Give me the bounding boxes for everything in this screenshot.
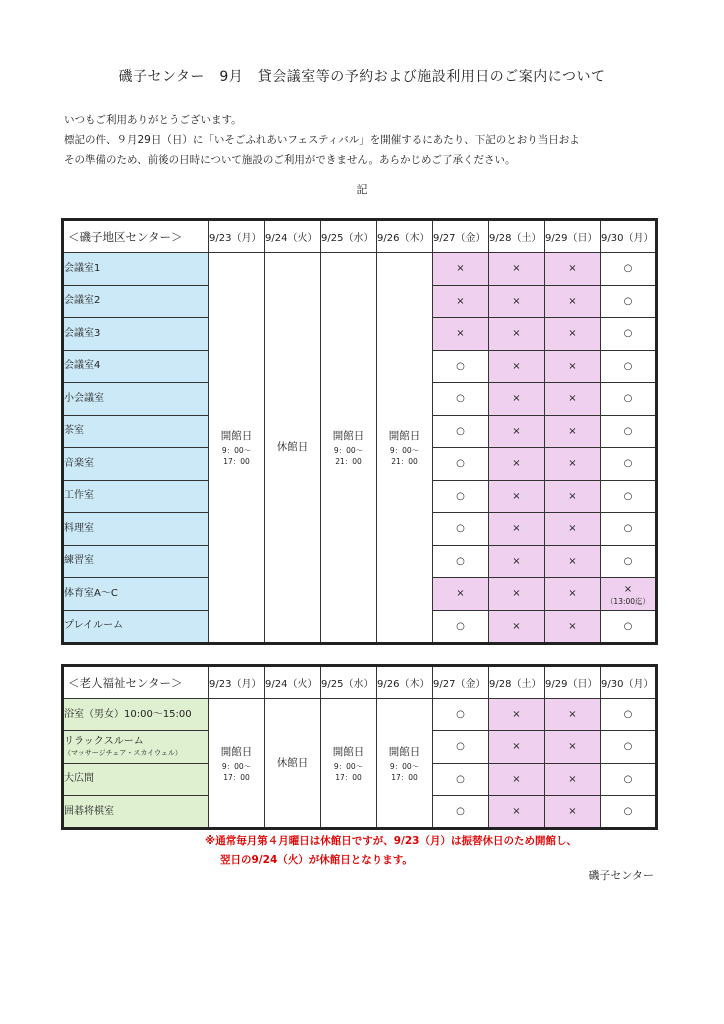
availability-mark: × [568,555,577,567]
date-header: 9/23（月） [209,220,265,253]
availability-cell [601,415,657,448]
availability-cell [601,285,657,318]
notice-line: 翌日の9/24（火）が休館日となります。 [220,854,413,866]
signature: 磯子センター [588,869,654,882]
availability-cell [489,699,545,731]
availability-mark: ○ [623,490,633,502]
availability-mark: × [568,773,577,785]
availability-cell [545,795,601,828]
date-header: 9/29（日） [545,666,601,699]
date-header: 9/23（月） [209,666,265,699]
availability-cell [545,731,601,763]
availability-note: （13:00迄） [605,596,651,606]
availability-mark: × [568,458,577,470]
availability-mark: ○ [456,741,465,753]
day-hours: 9：00～ [221,446,252,455]
availability-mark: ○ [456,393,465,405]
room-name: 会議室1 [64,262,101,274]
day-status-cell [321,253,377,644]
availability-cell [433,383,489,416]
availability-mark: × [456,263,465,275]
date-header: 9/24（火） [265,666,321,699]
availability-mark: × [512,806,521,818]
intro-line: その準備のため、前後の日時について施設のご利用ができません。あらかじめご了承ください。 [64,154,516,166]
availability-mark: × [568,328,577,340]
availability-mark: × [568,425,577,437]
availability-mark: ○ [456,806,465,818]
header-row [63,666,657,699]
availability-cell [489,350,545,383]
date-header: 9/28（土） [489,666,545,699]
availability-cell [545,415,601,448]
availability-mark: × [512,458,521,470]
availability-cell [489,448,545,481]
availability-cell [433,285,489,318]
room-name: 浴室（男女）10:00～15:00 [64,708,192,720]
availability-mark: ○ [456,458,465,470]
room-name: 茶室 [64,425,84,437]
availability-mark: × [568,360,577,372]
availability-mark: × [512,555,521,567]
intro-line: 標記の件、９月29日（日）に「いそごふれあいフェスティバル」を開催するにあたり、下記のとおり当日およ [64,134,580,146]
day-hours: 17：00 [335,772,362,782]
availability-cell [489,480,545,513]
day-status-label: 開館日 [220,745,253,758]
availability-mark: × [512,709,521,721]
availability-cell [545,763,601,795]
room-name-cell [63,795,209,828]
availability-mark: × [568,263,577,275]
availability-mark: × [456,328,465,340]
day-status-label: 開館日 [332,430,365,442]
availability-mark: × [512,523,521,535]
availability-cell [545,610,601,644]
availability-mark: × [623,583,633,595]
availability-mark: ○ [623,360,633,372]
day-hours: 17：00 [223,772,250,782]
availability-cell [433,318,489,351]
availability-cell [601,480,657,513]
availability-mark: ○ [623,328,633,340]
day-hours: 9：00～ [389,446,420,455]
room-name-cell [63,285,209,318]
room-name: 会議室4 [64,360,101,372]
day-status-cell [209,699,265,829]
availability-mark: × [568,295,577,307]
table-row [63,253,657,286]
day-status-cell [265,253,321,644]
room-name-cell [63,350,209,383]
availability-mark: ○ [456,360,465,372]
day-status-cell [377,699,433,829]
availability-mark: ○ [623,773,633,785]
availability-mark: ○ [456,425,465,437]
availability-mark: ○ [623,263,633,275]
date-header: 9/26（木） [377,220,433,253]
availability-mark: × [512,741,521,753]
availability-mark: × [512,360,521,372]
availability-cell [433,415,489,448]
day-hours: 9：00～ [389,761,420,771]
availability-cell [601,383,657,416]
date-header: 9/28（土） [489,220,545,253]
ki-heading: 記 [356,183,368,196]
intro-text [64,110,664,170]
rojin-schedule-table [61,664,658,830]
isogo-schedule-table [61,218,658,645]
availability-cell [601,513,657,546]
room-name-cell [63,578,209,611]
room-name: リラックスルーム [64,736,144,748]
availability-mark: × [456,588,465,600]
room-name: 練習室 [64,555,94,567]
availability-cell [433,253,489,286]
availability-cell [601,318,657,351]
availability-mark: ○ [623,295,633,307]
availability-cell [545,253,601,286]
header-row [63,220,657,253]
day-status-cell [377,253,433,644]
date-header: 9/25（水） [321,220,377,253]
date-header: 9/30（月） [601,666,657,699]
availability-cell [601,350,657,383]
room-name-cell [63,415,209,448]
availability-cell [433,448,489,481]
availability-mark: × [512,393,521,405]
availability-mark: ○ [623,806,633,818]
availability-cell [601,253,657,286]
date-header: 9/29（日） [545,220,601,253]
room-name-cell [63,253,209,286]
availability-cell [545,578,601,611]
room-name-cell [63,545,209,578]
availability-mark: × [512,490,521,502]
room-name: 会議室2 [64,295,101,307]
room-subname: （マッサージチェア・スカイウェル） [64,749,182,758]
availability-cell [489,731,545,763]
availability-mark: × [568,490,577,502]
availability-cell [489,795,545,828]
availability-mark: × [512,773,521,785]
day-hours: 17：00 [391,772,418,782]
room-name-cell [63,610,209,644]
availability-cell [433,763,489,795]
day-status-label: 開館日 [220,430,253,442]
room-name-cell [63,318,209,351]
facility-name: ＜老人福祉センター＞ [63,666,209,699]
room-name: 体育室A～C [64,587,118,599]
availability-cell [489,545,545,578]
availability-cell [601,731,657,763]
availability-cell [545,285,601,318]
availability-mark: ○ [623,425,633,437]
room-name-cell [63,513,209,546]
availability-mark: ○ [456,709,465,721]
availability-cell [433,513,489,546]
availability-mark: ○ [623,620,633,632]
day-status-label: 休館日 [276,756,309,769]
availability-cell [489,763,545,795]
availability-cell [433,699,489,731]
room-name-cell [63,448,209,481]
availability-mark: × [512,295,521,307]
availability-mark: × [512,620,521,632]
availability-cell [489,253,545,286]
availability-cell [601,448,657,481]
availability-cell [433,480,489,513]
room-name-cell [63,699,209,731]
room-name: 音楽室 [64,457,94,469]
day-status-cell [321,699,377,829]
day-hours: 9：00～ [333,446,364,455]
availability-cell [545,480,601,513]
availability-mark: × [512,588,521,600]
room-name: 大広間 [64,773,94,785]
availability-mark: ○ [623,523,633,535]
availability-cell [489,415,545,448]
room-name-cell [63,763,209,795]
availability-mark: × [568,806,577,818]
intro-line: いつもご利用ありがとうございます。 [64,114,242,126]
availability-cell [489,285,545,318]
availability-cell [601,795,657,828]
availability-cell [433,731,489,763]
availability-mark: ○ [623,393,633,405]
room-name: 会議室3 [64,327,101,339]
availability-cell [489,610,545,644]
availability-mark: × [568,620,577,632]
day-status-cell [209,253,265,644]
page-title: 磯子センター 9月 貸会議室等の予約および施設利用日のご案内について [118,69,606,85]
date-header: 9/25（水） [321,666,377,699]
day-status-label: 開館日 [332,745,365,758]
availability-cell [489,383,545,416]
availability-mark: ○ [623,458,633,470]
availability-mark: ○ [456,620,465,632]
availability-cell [545,545,601,578]
day-hours: 9：00～ [333,761,364,771]
availability-mark: ○ [456,773,465,785]
room-name: 囲碁将棋室 [64,805,114,817]
notice-line: ※通常毎月第４月曜日は休館日ですが、9/23（月）は振替休日のため開館し、 [205,835,577,847]
facility-name: ＜磯子地区センター＞ [63,220,209,253]
date-header: 9/24（火） [265,220,321,253]
date-header: 9/27（金） [433,666,489,699]
availability-cell [601,763,657,795]
room-name: 料理室 [64,522,94,534]
availability-mark: × [568,588,577,600]
availability-cell [545,350,601,383]
availability-cell [545,448,601,481]
availability-cell [433,578,489,611]
availability-cell [433,795,489,828]
availability-cell [433,610,489,644]
date-header: 9/27（金） [433,220,489,253]
day-status-cell [265,699,321,829]
availability-cell [601,699,657,731]
day-hours: 21：00 [391,457,418,466]
availability-cell [601,610,657,644]
availability-cell [433,545,489,578]
availability-mark: × [568,393,577,405]
day-status-label: 開館日 [388,745,421,758]
availability-cell [545,383,601,416]
availability-cell [433,350,489,383]
availability-cell [489,513,545,546]
date-header: 9/26（木） [377,666,433,699]
date-header: 9/30（月） [601,220,657,253]
availability-mark: × [512,425,521,437]
availability-mark: × [568,523,577,535]
day-status-label: 休館日 [276,441,309,453]
room-name: プレイルーム [64,620,124,632]
day-hours: 9：00～ [221,761,252,771]
availability-mark: ○ [623,709,633,721]
availability-mark: ○ [623,555,633,567]
availability-cell [545,699,601,731]
availability-cell [545,513,601,546]
availability-mark: × [568,709,577,721]
availability-mark: ○ [623,741,633,753]
room-name-cell [63,383,209,416]
room-name-cell [63,480,209,513]
availability-mark: × [512,328,521,340]
availability-mark: × [568,741,577,753]
day-hours: 17：00 [223,457,250,466]
availability-mark: × [512,263,521,275]
availability-cell [545,318,601,351]
room-name-cell [63,731,209,763]
room-name: 工作室 [64,490,94,502]
availability-mark: ○ [456,555,465,567]
availability-cell [489,318,545,351]
day-hours: 21：00 [335,457,362,466]
availability-mark: ○ [456,523,465,535]
notice-text [205,832,577,870]
availability-cell [601,578,657,611]
availability-mark: × [456,295,465,307]
day-status-label: 開館日 [388,430,421,442]
room-name: 小会議室 [64,392,104,404]
availability-cell [489,578,545,611]
availability-cell [601,545,657,578]
availability-mark: ○ [456,490,465,502]
table-row [63,699,657,731]
